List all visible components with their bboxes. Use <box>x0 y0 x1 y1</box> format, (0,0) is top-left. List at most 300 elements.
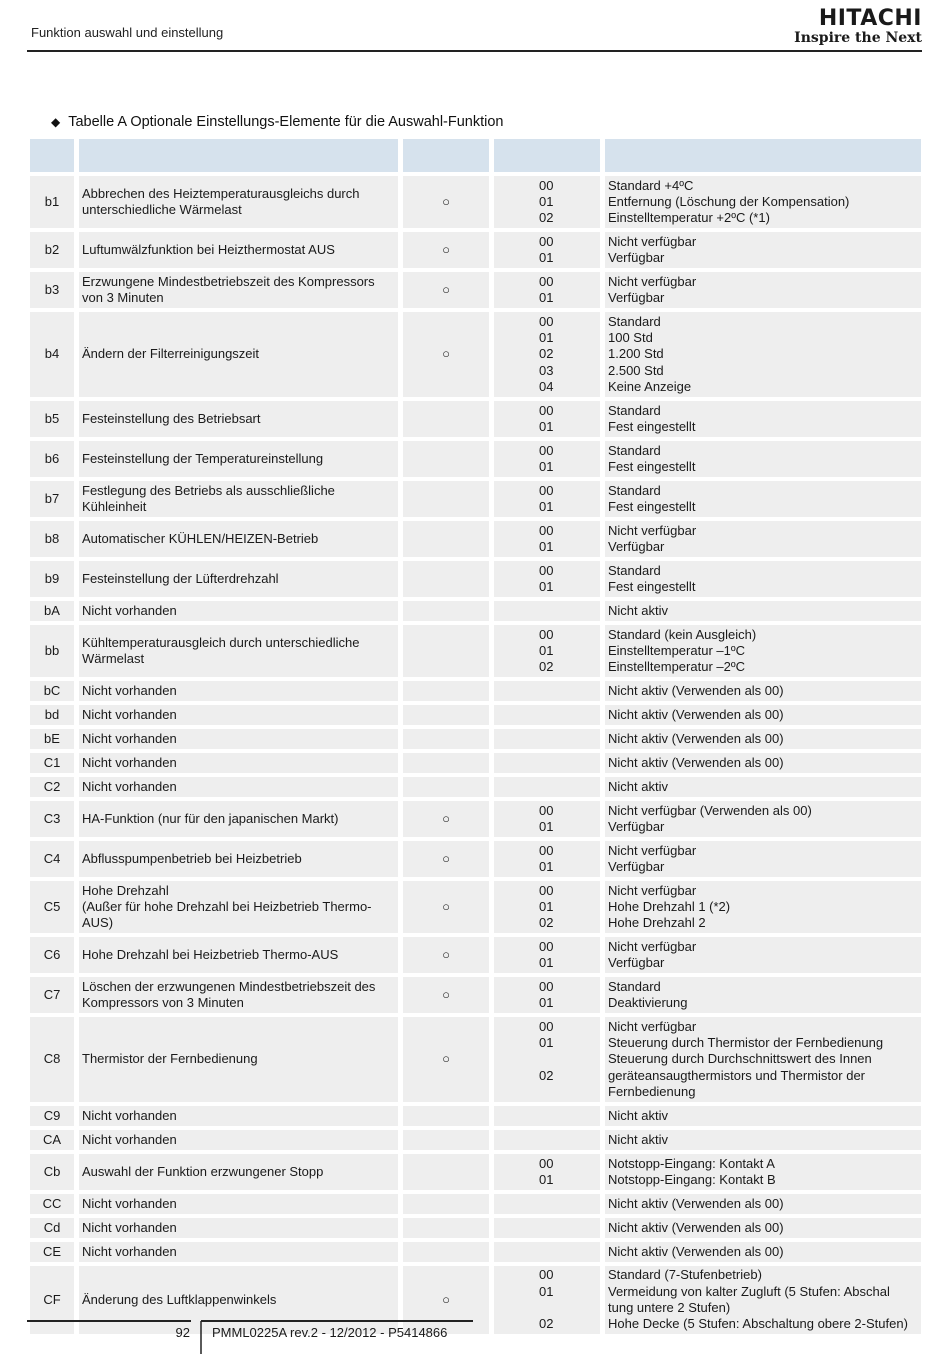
setting-description-line: Einstelltemperatur –1ºC <box>608 642 745 658</box>
setting-values <box>494 561 600 597</box>
setting-function-line: Abflusspumpenbetrieb bei Heizbetrieb <box>82 850 302 866</box>
setting-function <box>79 801 398 837</box>
setting-description <box>605 1130 921 1150</box>
table-row <box>30 681 921 701</box>
setting-mark <box>403 681 489 701</box>
setting-function-line: Änderung des Luftklappenwinkels <box>82 1291 277 1307</box>
setting-function <box>79 1154 398 1190</box>
setting-values-line: 00 <box>539 442 554 458</box>
setting-description <box>605 753 921 773</box>
setting-code: b3 <box>30 272 74 308</box>
setting-values <box>494 1194 600 1214</box>
setting-description-line: Fest eingestellt <box>608 579 696 594</box>
setting-function <box>79 977 398 1013</box>
setting-description-line: Standard <box>608 313 661 329</box>
setting-description-line: Standard <box>608 482 661 498</box>
setting-description-line: Nicht aktiv (Verwenden als 00) <box>608 1195 784 1211</box>
setting-description-line: Nicht verfügbar <box>608 233 697 249</box>
setting-function-line: (Außer für hohe Drehzahl bei Heizbetrieb Thermo- <box>82 898 372 914</box>
setting-description-line: Steuerung durch Thermistor der Fernbedienung <box>608 1035 884 1051</box>
setting-values-line: 00 <box>539 177 554 193</box>
table-row <box>30 561 921 597</box>
setting-mark: ○ <box>403 232 489 268</box>
setting-values <box>494 481 600 517</box>
setting-function-line: Ändern der Filterreinigungszeit <box>82 346 260 362</box>
setting-mark <box>403 1130 489 1150</box>
setting-values <box>494 1130 600 1150</box>
setting-code: C4 <box>30 841 74 877</box>
setting-description-line: Standard +4ºC <box>608 177 694 193</box>
setting-mark <box>403 561 489 597</box>
setting-description-line: Verfügbar <box>608 955 665 970</box>
setting-code: b9 <box>30 561 74 597</box>
setting-description-line: Standard (7-Stufenbetrieb) <box>608 1267 762 1283</box>
setting-function-line: Festeinstellung der Lüfterdrehzahl <box>82 570 279 586</box>
setting-function <box>79 881 398 933</box>
setting-description-line: Keine Anzeige <box>608 378 692 394</box>
setting-mark <box>403 1106 489 1126</box>
setting-values-line: 01 <box>539 819 554 834</box>
table-row <box>30 753 921 773</box>
setting-code: Cd <box>30 1218 74 1238</box>
setting-description-line: Standard <box>608 978 661 994</box>
setting-function <box>79 753 398 773</box>
setting-description-line: Deaktivierung <box>608 995 688 1010</box>
setting-values <box>494 841 600 877</box>
setting-mark: ○ <box>403 1017 489 1102</box>
table-row <box>30 1154 921 1190</box>
setting-mark <box>403 753 489 773</box>
setting-values-line: 04 <box>539 378 554 394</box>
setting-description-line: Einstelltemperatur –2ºC <box>608 659 745 675</box>
setting-description <box>605 1242 921 1262</box>
table-row <box>30 176 921 228</box>
table-row <box>30 1130 921 1150</box>
setting-description-line: Standard <box>608 402 661 418</box>
setting-code: b5 <box>30 401 74 437</box>
setting-code: CA <box>30 1130 74 1150</box>
setting-values <box>494 729 600 749</box>
setting-values <box>494 1154 600 1190</box>
setting-function <box>79 561 398 597</box>
setting-code: bE <box>30 729 74 749</box>
table-row <box>30 881 921 933</box>
setting-values <box>494 1106 600 1126</box>
setting-description <box>605 1194 921 1214</box>
setting-description-line: Nicht verfügbar <box>608 273 697 289</box>
setting-values-line: 01 <box>539 250 554 265</box>
setting-function-line: Nicht vorhanden <box>82 1195 177 1211</box>
setting-values <box>494 625 600 677</box>
setting-values-line: 02 <box>539 915 554 931</box>
setting-values-line: 01 <box>539 955 554 970</box>
page-number: 92 <box>175 1325 190 1340</box>
setting-description-line: Nicht aktiv (Verwenden als 00) <box>608 706 784 722</box>
setting-values <box>494 681 600 701</box>
setting-description-line: Fernbedienung <box>608 1083 696 1099</box>
table-row <box>30 729 921 749</box>
setting-description <box>605 1266 921 1334</box>
setting-description-line: Verfügbar <box>608 539 665 554</box>
setting-values <box>494 753 600 773</box>
setting-values-line: 00 <box>539 978 554 994</box>
setting-values-line: 00 <box>539 1018 554 1034</box>
setting-function-line: Auswahl der Funktion erzwungener Stopp <box>82 1163 324 1179</box>
setting-values <box>494 176 600 228</box>
setting-description-line: Hohe Drehzahl 1 (*2) <box>608 898 731 914</box>
setting-values-line: 00 <box>539 482 554 498</box>
setting-values <box>494 777 600 797</box>
setting-values-line: 01 <box>539 898 554 914</box>
setting-mark <box>403 1194 489 1214</box>
setting-values-line: 01 <box>539 1283 554 1299</box>
table-row <box>30 232 921 268</box>
setting-function <box>79 601 398 621</box>
setting-code: b7 <box>30 481 74 517</box>
setting-description <box>605 1106 921 1126</box>
setting-description <box>605 1017 921 1102</box>
setting-description-line: Nicht aktiv <box>608 602 668 618</box>
setting-function <box>79 705 398 725</box>
setting-description-line: Steuerung durch Durchschnittswert des Innen <box>608 1051 872 1067</box>
setting-values-line: 01 <box>539 1172 554 1187</box>
setting-function <box>79 625 398 677</box>
setting-function <box>79 1017 398 1102</box>
setting-mark: ○ <box>403 977 489 1013</box>
setting-mark: ○ <box>403 841 489 877</box>
setting-function-line: Erzwungene Mindestbetriebszeit des Kompressors <box>82 273 375 289</box>
setting-description-line: Nicht aktiv (Verwenden als 00) <box>608 1243 784 1259</box>
setting-description-line: Einstelltemperatur +2ºC (*1) <box>608 210 770 226</box>
setting-description <box>605 681 921 701</box>
setting-values <box>494 977 600 1013</box>
setting-description-line: Nicht verfügbar <box>608 882 697 898</box>
setting-function-line: Löschen der erzwungenen Mindestbetriebszeit des <box>82 978 376 994</box>
setting-description <box>605 881 921 933</box>
setting-values-line: 00 <box>539 1267 554 1283</box>
setting-description-line: Verfügbar <box>608 290 665 305</box>
setting-function <box>79 1106 398 1126</box>
setting-function-line: Abbrechen des Heiztemperaturausgleichs durch <box>82 185 360 201</box>
setting-function <box>79 1266 398 1334</box>
setting-description <box>605 1154 921 1190</box>
setting-function-line: von 3 Minuten <box>82 290 164 305</box>
header-rule <box>27 50 922 52</box>
setting-function <box>79 937 398 973</box>
setting-code: Cb <box>30 1154 74 1190</box>
setting-code: b1 <box>30 176 74 228</box>
setting-values-line: 00 <box>539 1155 554 1171</box>
setting-values-line: 01 <box>539 579 554 594</box>
setting-values-line: 01 <box>539 459 554 474</box>
table-row <box>30 401 921 437</box>
setting-mark: ○ <box>403 801 489 837</box>
setting-description-line: tung untere 2 Stufen) <box>608 1300 731 1315</box>
setting-code: CE <box>30 1242 74 1262</box>
setting-values-line: 00 <box>539 313 554 329</box>
settings-table <box>30 139 921 1338</box>
header-cell-value <box>494 139 600 172</box>
setting-values-line: 00 <box>539 522 554 538</box>
setting-description-line: Standard (kein Ausgleich) <box>608 626 757 642</box>
table-row <box>30 272 921 308</box>
table-row <box>30 801 921 837</box>
table-row <box>30 1017 921 1102</box>
setting-function-line: Hohe Drehzahl <box>82 882 169 898</box>
setting-values <box>494 521 600 557</box>
setting-description-line: Nicht aktiv (Verwenden als 00) <box>608 754 784 770</box>
setting-description <box>605 272 921 308</box>
setting-values <box>494 272 600 308</box>
setting-code: b8 <box>30 521 74 557</box>
setting-mark: ○ <box>403 881 489 933</box>
setting-function-line: Nicht vorhanden <box>82 1243 177 1259</box>
setting-description-line: Nicht verfügbar <box>608 1018 697 1034</box>
setting-description-line: Notstopp-Eingang: Kontakt B <box>608 1172 776 1187</box>
setting-code: C5 <box>30 881 74 933</box>
setting-function-line: Kühleinheit <box>82 499 147 514</box>
setting-code: C2 <box>30 777 74 797</box>
setting-values <box>494 232 600 268</box>
setting-function-line: Automatischer KÜHLEN/HEIZEN-Betrieb <box>82 530 319 546</box>
setting-description-line: 100 Std <box>608 330 653 346</box>
setting-function-line: Festeinstellung der Temperatureinstellung <box>82 450 324 466</box>
setting-values <box>494 1017 600 1102</box>
setting-values-line: 02 <box>539 1067 554 1083</box>
setting-code: C9 <box>30 1106 74 1126</box>
setting-function-line: Nicht vorhanden <box>82 706 177 722</box>
table-row <box>30 1106 921 1126</box>
setting-code: bd <box>30 705 74 725</box>
table-row <box>30 977 921 1013</box>
setting-values-line: 00 <box>539 802 554 818</box>
setting-description-line: Verfügbar <box>608 859 665 874</box>
setting-description <box>605 176 921 228</box>
section-title: Funktion auswahl und einstellung <box>31 25 224 40</box>
setting-function-line: Nicht vorhanden <box>82 682 177 698</box>
setting-description <box>605 401 921 437</box>
setting-values-line: 01 <box>539 419 554 434</box>
setting-function <box>79 841 398 877</box>
setting-function <box>79 481 398 517</box>
setting-function-line: Nicht vorhanden <box>82 1131 177 1147</box>
setting-function-line: Luftumwälzfunktion bei Heizthermostat AUS <box>82 241 335 257</box>
setting-values-line: 01 <box>539 642 554 658</box>
setting-values-line: 01 <box>539 1035 554 1051</box>
setting-description <box>605 625 921 677</box>
setting-mark: ○ <box>403 272 489 308</box>
setting-description <box>605 729 921 749</box>
setting-function-line: Festlegung des Betriebs als ausschließliche <box>82 482 335 498</box>
setting-values-line: 00 <box>539 562 554 578</box>
setting-description-line: 2.500 Std <box>608 362 664 378</box>
setting-description-line: Hohe Decke (5 Stufen: Abschaltung obere 2-Stufen) <box>608 1316 908 1332</box>
setting-description <box>605 977 921 1013</box>
setting-description-line: Notstopp-Eingang: Kontakt A <box>608 1155 775 1171</box>
header-cell-description <box>605 139 921 172</box>
setting-description-line: Nicht aktiv (Verwenden als 00) <box>608 682 784 698</box>
setting-mark <box>403 401 489 437</box>
setting-function <box>79 521 398 557</box>
setting-values-line: 01 <box>539 499 554 514</box>
header-cell-code <box>30 139 74 172</box>
setting-code: C3 <box>30 801 74 837</box>
setting-values-line <box>539 1051 553 1067</box>
setting-values-line: 03 <box>539 362 554 378</box>
setting-description <box>605 481 921 517</box>
setting-function-line: Nicht vorhanden <box>82 730 177 746</box>
setting-values-line: 02 <box>539 346 554 362</box>
setting-description <box>605 937 921 973</box>
table-header-row <box>30 139 921 172</box>
setting-mark <box>403 521 489 557</box>
setting-description <box>605 801 921 837</box>
setting-function-line: Nicht vorhanden <box>82 1107 177 1123</box>
setting-function-line: Kühltemperaturausgleich durch unterschiedliche <box>82 634 360 650</box>
setting-description-line: Nicht aktiv <box>608 1131 668 1147</box>
setting-description-line: Hohe Drehzahl 2 <box>608 915 706 931</box>
setting-function <box>79 1218 398 1238</box>
setting-code: bC <box>30 681 74 701</box>
setting-description-line: Nicht verfügbar <box>608 842 697 858</box>
setting-function-line: Nicht vorhanden <box>82 1219 177 1235</box>
setting-description-line: geräteansaugthermistors und Thermistor der <box>608 1067 865 1083</box>
setting-values <box>494 441 600 477</box>
table-row <box>30 937 921 973</box>
setting-function-line: Wärmelast <box>82 651 145 666</box>
setting-function <box>79 441 398 477</box>
setting-code: bA <box>30 601 74 621</box>
setting-description-line: Standard <box>608 442 661 458</box>
setting-mark: ○ <box>403 1266 489 1334</box>
setting-values <box>494 705 600 725</box>
setting-values-line: 00 <box>539 273 554 289</box>
setting-mark <box>403 625 489 677</box>
setting-values-line: 00 <box>539 626 554 642</box>
setting-description <box>605 312 921 397</box>
setting-description-line: Nicht aktiv <box>608 1107 668 1123</box>
setting-description-line: Vermeidung von kalter Zugluft (5 Stufen: Abschal <box>608 1283 890 1299</box>
setting-function-line: Nicht vorhanden <box>82 754 177 770</box>
table-row <box>30 777 921 797</box>
setting-description <box>605 705 921 725</box>
table-row <box>30 481 921 517</box>
setting-values <box>494 937 600 973</box>
table-row <box>30 841 921 877</box>
caption-text: Tabelle A Optionale Einstellungs-Elemente für die Auswahl-Funktion <box>68 114 504 130</box>
setting-function <box>79 1194 398 1214</box>
setting-values <box>494 881 600 933</box>
setting-mark <box>403 777 489 797</box>
setting-values <box>494 1266 600 1334</box>
setting-function <box>79 312 398 397</box>
setting-code: C1 <box>30 753 74 773</box>
setting-description <box>605 441 921 477</box>
setting-description <box>605 601 921 621</box>
diamond-bullet-icon: ◆ <box>51 115 61 129</box>
setting-description <box>605 561 921 597</box>
setting-mark: ○ <box>403 176 489 228</box>
setting-function-line: AUS) <box>82 915 114 931</box>
setting-code: C6 <box>30 937 74 973</box>
table-row <box>30 312 921 397</box>
setting-values <box>494 1242 600 1262</box>
setting-description-line: Verfügbar <box>608 250 665 265</box>
setting-values <box>494 801 600 837</box>
setting-values-line: 02 <box>539 1316 554 1332</box>
table-row <box>30 625 921 677</box>
setting-values-line: 00 <box>539 882 554 898</box>
setting-description <box>605 1218 921 1238</box>
setting-description-line: Standard <box>608 562 661 578</box>
setting-function <box>79 729 398 749</box>
setting-function-line: unterschiedliche Wärmelast <box>82 202 242 217</box>
setting-mark: ○ <box>403 937 489 973</box>
setting-mark <box>403 1242 489 1262</box>
setting-code: b6 <box>30 441 74 477</box>
setting-description-line: Fest eingestellt <box>608 419 696 434</box>
table-row <box>30 1218 921 1238</box>
setting-values-line: 00 <box>539 233 554 249</box>
setting-mark: ○ <box>403 312 489 397</box>
setting-mark <box>403 729 489 749</box>
setting-values-line: 00 <box>539 402 554 418</box>
setting-function <box>79 176 398 228</box>
document-reference: PMML0225A rev.2 - 12/2012 - P5414866 <box>212 1325 448 1340</box>
setting-code: CC <box>30 1194 74 1214</box>
setting-description-line: Nicht verfügbar <box>608 938 697 954</box>
setting-code: b4 <box>30 312 74 397</box>
setting-function <box>79 401 398 437</box>
setting-mark <box>403 1218 489 1238</box>
setting-values-line: 01 <box>539 330 554 346</box>
hitachi-logo <box>794 7 922 46</box>
setting-code: CF <box>30 1266 74 1334</box>
setting-code: b2 <box>30 232 74 268</box>
setting-description <box>605 232 921 268</box>
setting-description-line: Nicht aktiv (Verwenden als 00) <box>608 1219 784 1235</box>
setting-function <box>79 1242 398 1262</box>
setting-function-line: Thermistor der Fernbedienung <box>82 1051 258 1067</box>
setting-values-line: 00 <box>539 938 554 954</box>
setting-values-line: 00 <box>539 842 554 858</box>
table-row <box>30 441 921 477</box>
setting-function <box>79 232 398 268</box>
setting-description-line: Nicht aktiv (Verwenden als 00) <box>608 730 784 746</box>
table-row <box>30 1194 921 1214</box>
table-row <box>30 705 921 725</box>
setting-values-line: 02 <box>539 210 554 226</box>
setting-function-line: Hohe Drehzahl bei Heizbetrieb Thermo-AUS <box>82 946 339 962</box>
logo-wordmark: HITACHI <box>818 6 922 31</box>
setting-code: C7 <box>30 977 74 1013</box>
setting-function <box>79 1130 398 1150</box>
setting-description-line: Nicht verfügbar (Verwenden als 00) <box>608 802 812 818</box>
setting-mark <box>403 481 489 517</box>
setting-code: bb <box>30 625 74 677</box>
setting-values <box>494 312 600 397</box>
setting-description-line: Verfügbar <box>608 819 665 834</box>
setting-values <box>494 601 600 621</box>
setting-description-line: Fest eingestellt <box>608 459 696 474</box>
setting-mark <box>403 601 489 621</box>
setting-values-line <box>539 1084 553 1100</box>
setting-values-line: 01 <box>539 193 554 209</box>
setting-function-line: Nicht vorhanden <box>82 778 177 794</box>
table-row <box>30 1266 921 1334</box>
setting-values-line: 01 <box>539 859 554 874</box>
table-row <box>30 601 921 621</box>
